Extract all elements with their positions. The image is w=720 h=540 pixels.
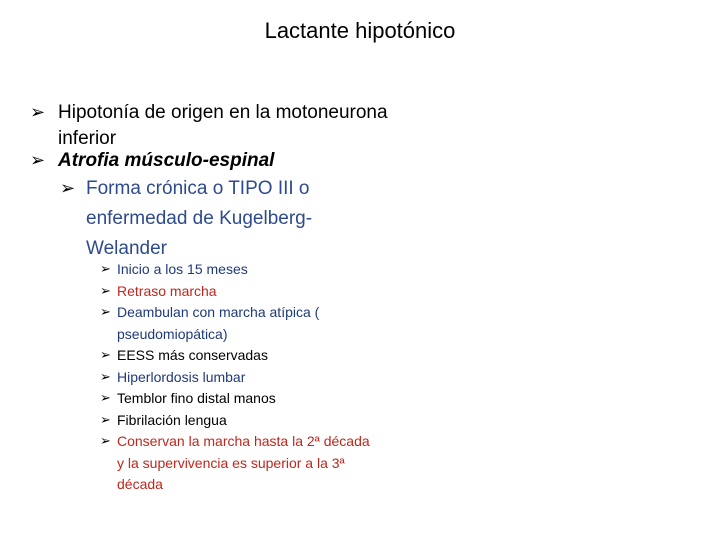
bullet-text: Hiperlordosis lumbar — [117, 369, 246, 385]
bullet-text: Deambulan con marcha atípica ( pseudomiopática) — [117, 304, 320, 342]
arrow-bullet-icon: ➢ — [100, 413, 111, 428]
arrow-bullet-icon: ➢ — [100, 284, 111, 299]
list-item — [100, 281, 370, 303]
bullet-text: EESS más conservadas — [117, 347, 268, 363]
list-item — [100, 302, 370, 345]
bullet-text: Retraso marcha — [117, 283, 217, 299]
bullet-text: Inicio a los 15 meses — [117, 261, 248, 277]
list-item — [100, 388, 370, 410]
bullet-text: Temblor fino distal manos — [117, 390, 276, 406]
arrow-bullet-icon: ➢ — [100, 434, 111, 449]
arrow-bullet-icon: ➢ — [30, 150, 46, 171]
arrow-bullet-icon: ➢ — [100, 391, 111, 406]
list-item — [100, 410, 370, 432]
bullet-text: Fibrilación lengua — [117, 412, 227, 428]
slide-title: Lactante hipotónico — [264, 18, 456, 43]
list-item — [100, 367, 370, 389]
bullet-hipotonia — [30, 100, 390, 152]
list-item — [100, 259, 370, 281]
arrow-bullet-icon: ➢ — [100, 370, 111, 385]
list-item — [100, 345, 370, 367]
bullet-text: Hipotonía de origen en la motoneurona inferior — [58, 102, 388, 149]
bullet-text: Atrofia músculo-espinal — [58, 150, 275, 171]
list-item — [100, 431, 370, 496]
arrow-bullet-icon: ➢ — [100, 348, 111, 363]
arrow-bullet-icon: ➢ — [30, 102, 46, 123]
bullet-text: Conservan la marcha hasta la 2ª década y la supervivencia es superior a la 3ª década — [117, 433, 370, 492]
bullet-forma-cronica — [60, 174, 360, 264]
bullet-atrofia — [30, 148, 390, 174]
arrow-bullet-icon: ➢ — [100, 305, 111, 320]
arrow-bullet-icon: ➢ — [60, 178, 76, 199]
bullet-text: Forma crónica o TIPO III o enfermedad de Kugelberg-Welander — [86, 178, 313, 259]
arrow-bullet-icon: ➢ — [100, 262, 111, 277]
